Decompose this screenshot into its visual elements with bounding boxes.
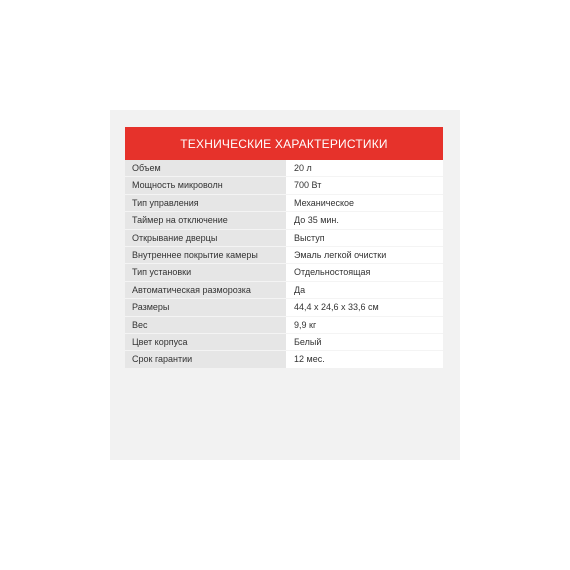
spec-value: До 35 мин. (286, 212, 443, 229)
spec-value: 20 л (286, 160, 443, 177)
table-row (125, 177, 443, 194)
spec-value: Выступ (286, 229, 443, 246)
spec-label: Срок гарантии (125, 351, 286, 368)
spec-label: Размеры (125, 299, 286, 316)
table-row (125, 264, 443, 281)
spec-label: Автоматическая разморозка (125, 281, 286, 298)
table-row (125, 229, 443, 246)
spec-label: Мощность микроволн (125, 177, 286, 194)
table-row (125, 316, 443, 333)
spec-label: Таймер на отключение (125, 212, 286, 229)
table-row (125, 212, 443, 229)
spec-header (125, 127, 443, 160)
spec-label: Цвет корпуса (125, 334, 286, 351)
table-row (125, 194, 443, 211)
spec-value: Эмаль легкой очистки (286, 247, 443, 264)
spec-value: Отдельностоящая (286, 264, 443, 281)
table-row (125, 299, 443, 316)
spec-value: 12 мес. (286, 351, 443, 368)
spec-label: Объем (125, 160, 286, 177)
spec-title: ТЕХНИЧЕСКИЕ ХАРАКТЕРИСТИКИ (180, 136, 388, 151)
spec-label: Внутреннее покрытие камеры (125, 247, 286, 264)
spec-value: Да (286, 281, 443, 298)
spec-value: 44,4 x 24,6 x 33,6 см (286, 299, 443, 316)
table-row (125, 334, 443, 351)
spec-label: Тип управления (125, 194, 286, 211)
spec-value: 9,9 кг (286, 316, 443, 333)
table-row (125, 160, 443, 177)
spec-value: Механическое (286, 194, 443, 211)
table-row (125, 281, 443, 298)
spec-value: Белый (286, 334, 443, 351)
spec-label: Тип установки (125, 264, 286, 281)
spec-label: Вес (125, 316, 286, 333)
spec-table (125, 160, 443, 368)
table-row (125, 247, 443, 264)
spec-value: 700 Вт (286, 177, 443, 194)
spec-label: Открывание дверцы (125, 229, 286, 246)
table-row (125, 351, 443, 368)
